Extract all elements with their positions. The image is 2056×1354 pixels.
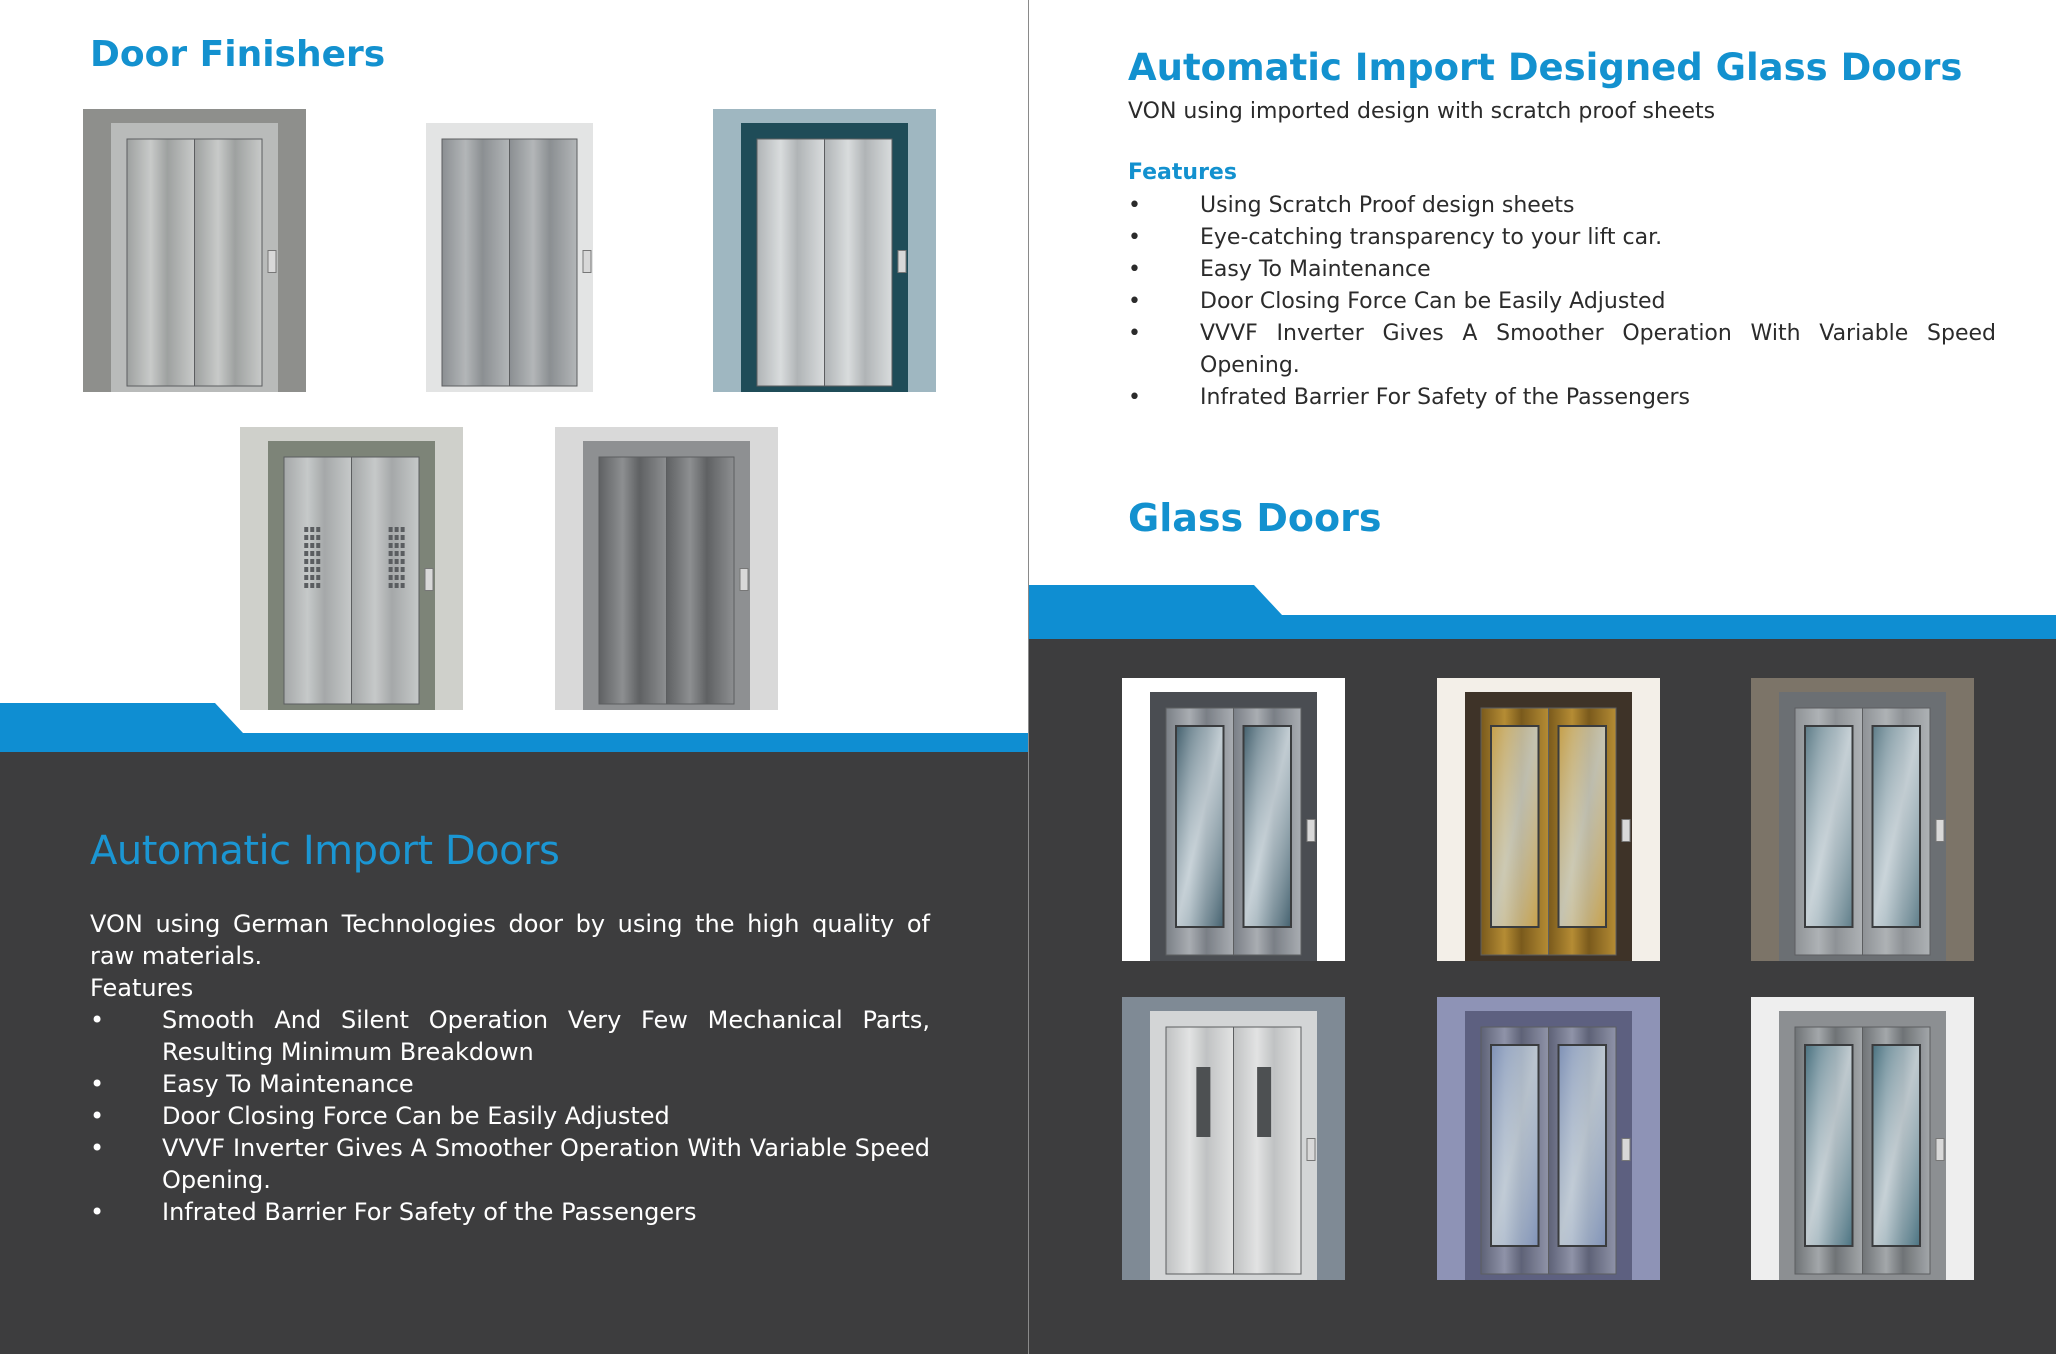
list-item: • Smooth And Silent Operation Very Few Mechanical Parts, Resulting Minimum Breakdown xyxy=(90,1006,930,1066)
door-finisher-photo-2 xyxy=(398,109,621,392)
auto-import-features-list xyxy=(90,1004,930,1228)
bullet-icon: • xyxy=(1128,385,1141,410)
bullet-icon: • xyxy=(1128,289,1141,314)
list-item: • Infrated Barrier For Safety of the Passengers xyxy=(1128,382,1996,414)
left-blue-band xyxy=(0,703,1028,753)
auto-import-intro: VON using German Technologies door by using the high quality of raw materials. xyxy=(90,910,930,970)
right-page xyxy=(1029,0,2056,1354)
door-finisher-photo-5 xyxy=(555,427,778,710)
list-item: • Door Closing Force Can be Easily Adjusted xyxy=(90,1102,670,1130)
glass-door-photo-6 xyxy=(1751,997,1974,1280)
bullet-icon: • xyxy=(90,1134,105,1162)
bullet-icon: • xyxy=(1128,193,1141,218)
auto-import-doors-title: Automatic Import Doors xyxy=(90,828,560,874)
bullet-icon: • xyxy=(1128,257,1141,282)
list-item: • Easy To Maintenance xyxy=(1128,254,1996,286)
bullet-icon: • xyxy=(90,1198,105,1226)
glass-doors-main-title: Automatic Import Designed Glass Doors xyxy=(1128,46,1963,89)
glass-features-list xyxy=(1128,190,1996,414)
list-item: • Using Scratch Proof design sheets xyxy=(1128,190,1996,222)
bullet-icon: • xyxy=(90,1006,105,1034)
glass-door-photo-2 xyxy=(1437,678,1660,961)
bullet-icon: • xyxy=(1128,225,1141,250)
list-item: • Door Closing Force Can be Easily Adjusted xyxy=(1128,286,1996,318)
auto-import-features-label: Features xyxy=(90,974,194,1002)
list-item: • Infrated Barrier For Safety of the Passengers xyxy=(90,1198,697,1226)
glass-door-photo-4 xyxy=(1122,997,1345,1280)
glass-doors-subtitle: VON using imported design with scratch proof sheets xyxy=(1128,99,1716,124)
glass-door-photo-3 xyxy=(1751,678,1974,961)
door-finisher-photo-4 xyxy=(240,427,463,710)
glass-door-photo-5 xyxy=(1437,997,1660,1280)
list-item: • Eye-catching transparency to your lift car. xyxy=(1128,222,1996,254)
bullet-icon: • xyxy=(90,1070,105,1098)
door-finishers-title: Door Finishers xyxy=(90,34,386,75)
auto-import-doors-body xyxy=(90,908,930,1228)
glass-door-photo-1 xyxy=(1122,678,1345,961)
list-item: • Easy To Maintenance xyxy=(90,1070,414,1098)
door-finisher-photo-1 xyxy=(83,109,306,392)
door-finisher-photo-3 xyxy=(713,109,936,392)
bullet-icon: • xyxy=(1128,321,1141,346)
glass-features-label: Features xyxy=(1128,160,1237,185)
bullet-icon: • xyxy=(90,1102,105,1130)
list-item: • VVVF Inverter Gives A Smoother Operation With Variable Speed Opening. xyxy=(1128,318,1996,382)
glass-doors-title: Glass Doors xyxy=(1128,496,1382,540)
right-blue-band xyxy=(1029,585,2056,640)
list-item: • VVVF Inverter Gives A Smoother Operation With Variable Speed Opening. xyxy=(90,1134,930,1194)
